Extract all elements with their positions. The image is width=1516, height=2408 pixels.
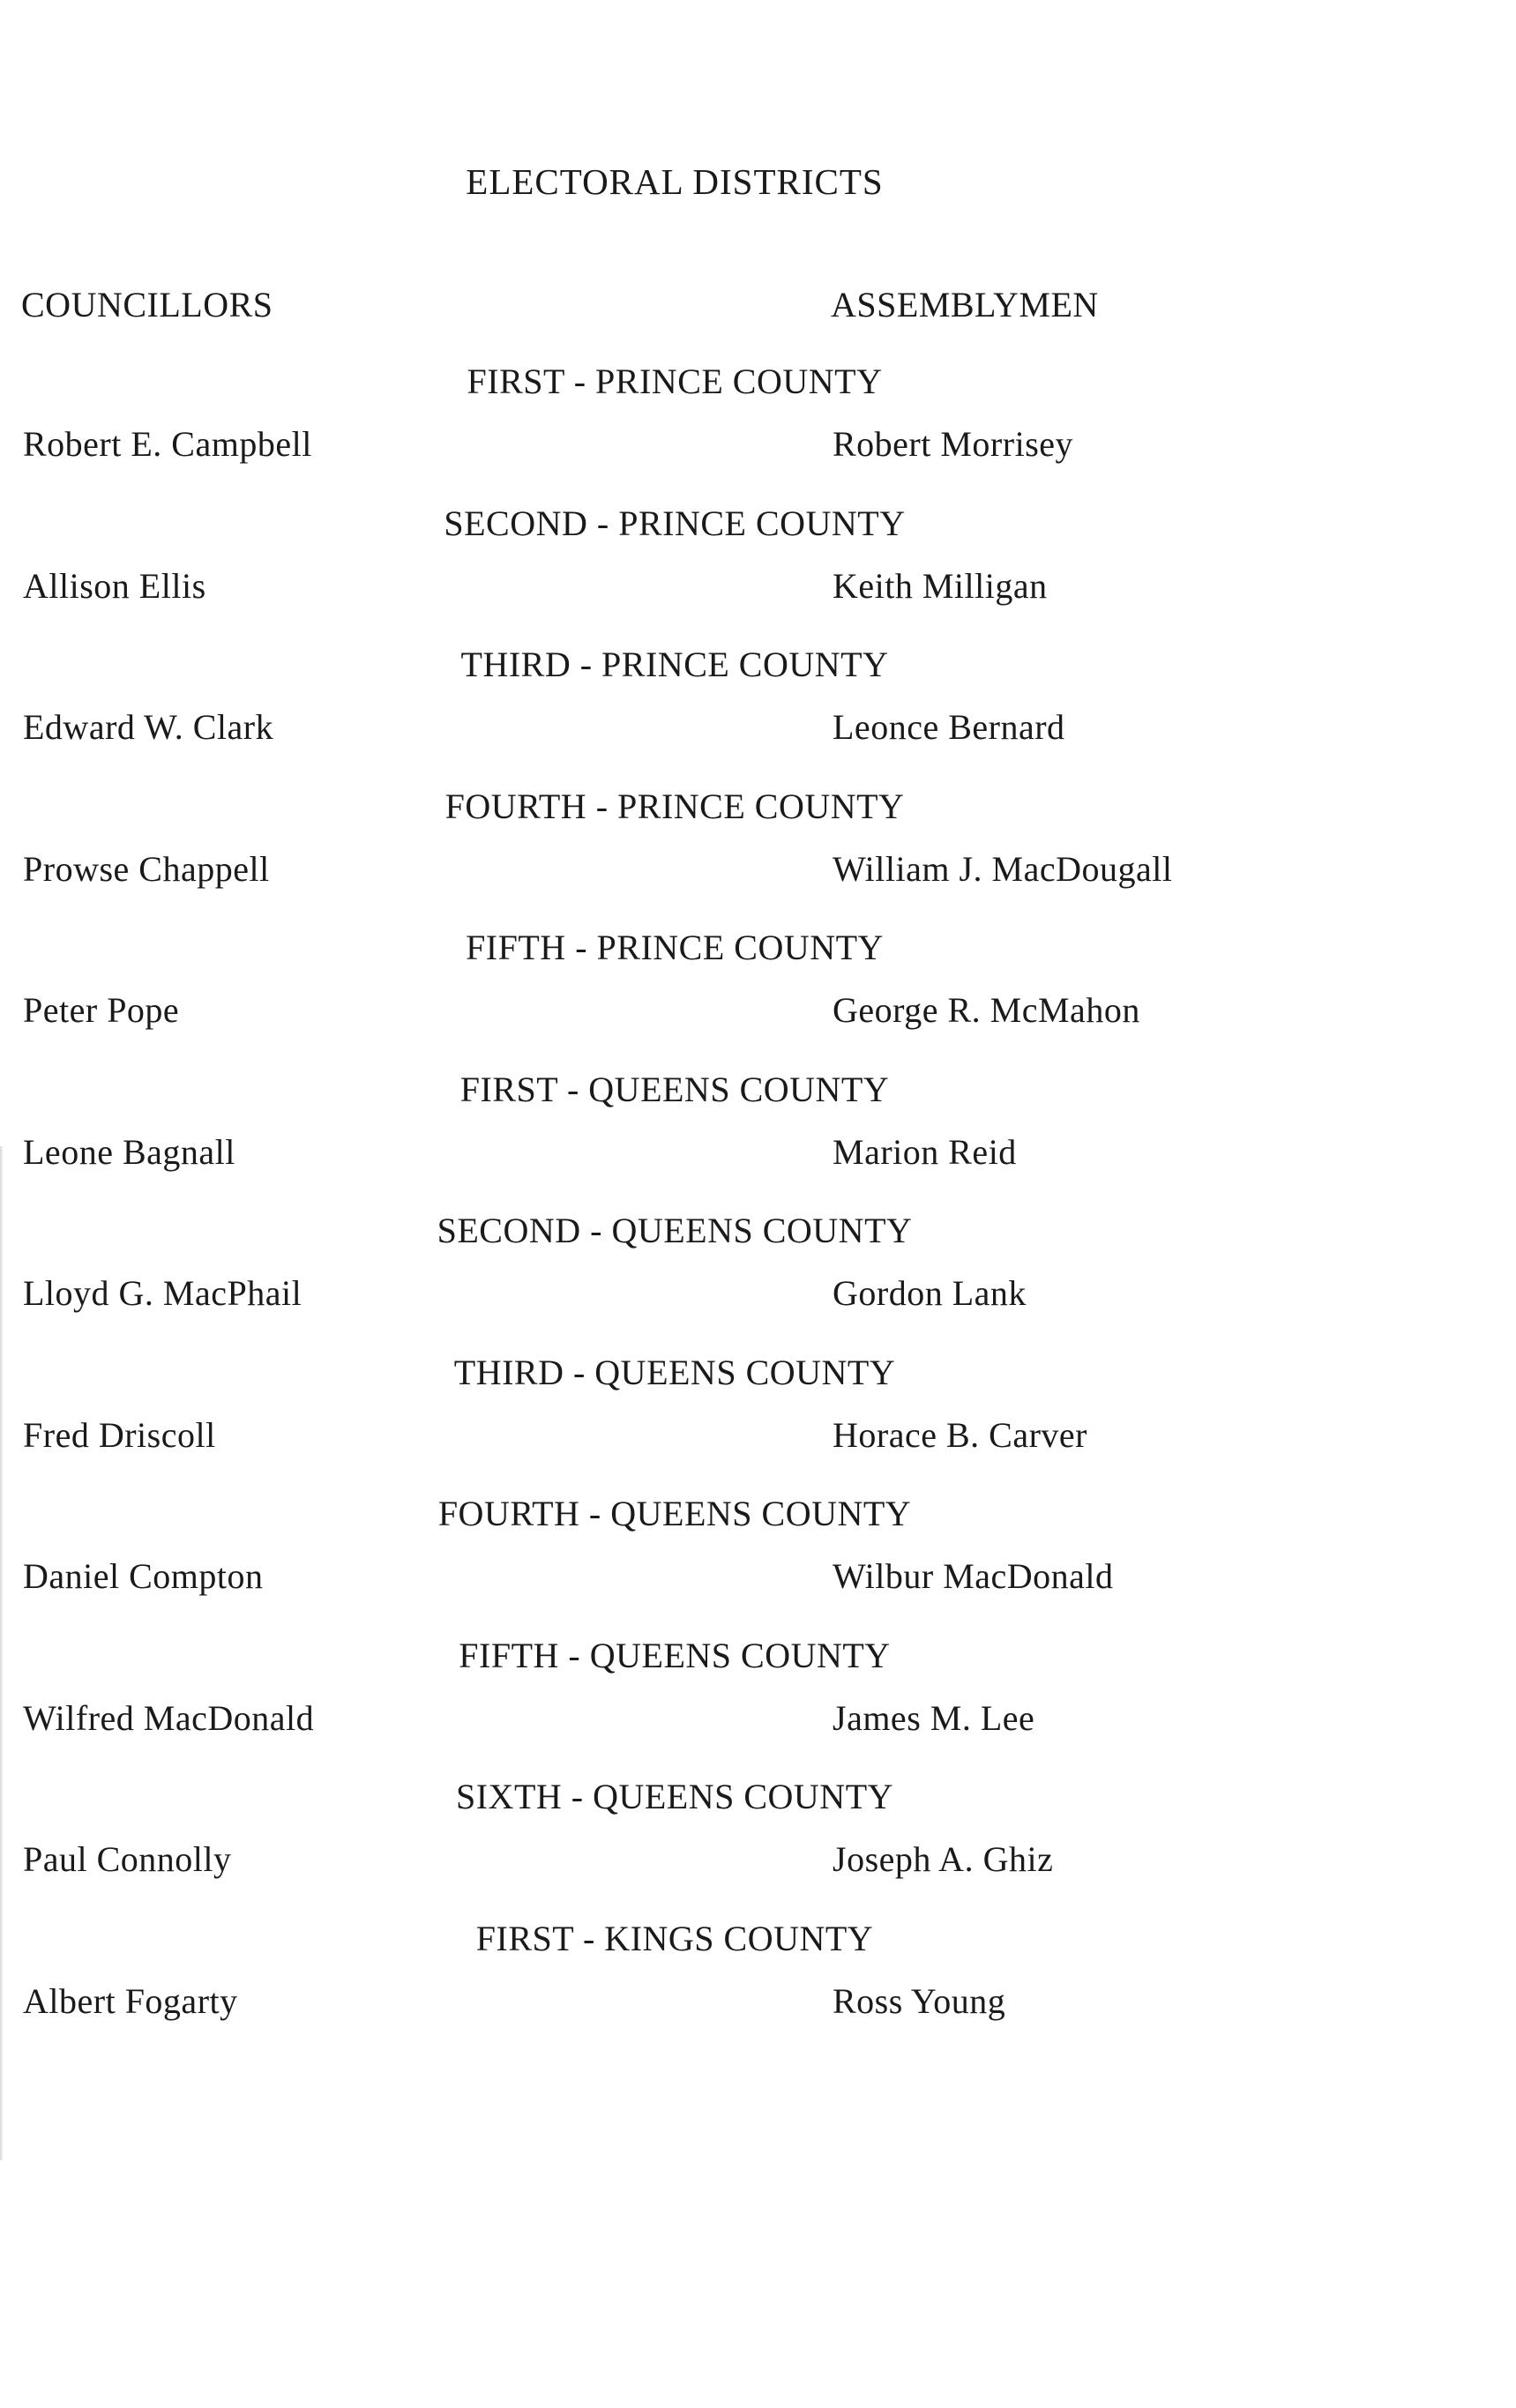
councillor-name: Edward W. Clark (23, 707, 274, 747)
councillor-name: Allison Ellis (23, 565, 206, 606)
councillor-name: Peter Pope (23, 990, 180, 1030)
district-list (0, 364, 1516, 2062)
councillors-column-header: COUNCILLORS (21, 285, 273, 324)
councillor-name: Daniel Compton (23, 1556, 264, 1596)
councillor-name: Fred Driscoll (23, 1414, 216, 1455)
assemblyman-name: Robert Morrisey (833, 424, 1074, 464)
assemblyman-name: George R. McMahon (833, 990, 1140, 1030)
district-name: THIRD - PRINCE COUNTY (460, 645, 889, 684)
district-name: SECOND - PRINCE COUNTY (444, 503, 906, 543)
district-name: SECOND - QUEENS COUNTY (437, 1211, 913, 1250)
district-name: SIXTH - QUEENS COUNTY (455, 1777, 894, 1816)
councillor-name: Leone Bagnall (23, 1131, 235, 1172)
district-row (0, 1779, 1516, 1921)
assemblyman-name: Gordon Lank (833, 1273, 1027, 1313)
district-name: FIRST - QUEENS COUNTY (459, 1069, 890, 1109)
councillor-name: Paul Connolly (23, 1839, 232, 1879)
assemblyman-name: Horace B. Carver (833, 1414, 1087, 1455)
assemblyman-name: Leonce Bernard (833, 707, 1065, 747)
district-row (0, 1213, 1516, 1355)
assemblymen-column-header: ASSEMBLYMEN (831, 285, 1099, 324)
district-row (0, 1352, 1516, 1497)
assemblyman-name: Joseph A. Ghiz (833, 1839, 1054, 1879)
district-row (0, 647, 1516, 789)
assemblyman-name: Wilbur MacDonald (833, 1556, 1114, 1596)
district-row (0, 1496, 1516, 1638)
councillor-name: Robert E. Campbell (23, 424, 312, 464)
district-name: FIFTH - QUEENS COUNTY (459, 1635, 891, 1675)
assemblyman-name: Ross Young (833, 1980, 1006, 2021)
district-name: FIFTH - PRINCE COUNTY (466, 928, 884, 967)
district-row (0, 503, 1516, 648)
district-name: FOURTH - PRINCE COUNTY (444, 786, 905, 826)
district-name: FOURTH - QUEENS COUNTY (437, 1494, 912, 1533)
assemblyman-name: Marion Reid (833, 1131, 1017, 1172)
district-row (0, 364, 1516, 506)
assemblyman-name: James M. Lee (833, 1697, 1035, 1738)
district-row (0, 1635, 1516, 1780)
councillor-name: Prowse Chappell (23, 848, 270, 889)
district-name: THIRD - QUEENS COUNTY (453, 1352, 896, 1392)
district-row (0, 930, 1516, 1072)
district-name: FIRST - PRINCE COUNTY (467, 362, 883, 401)
district-name: FIRST - KINGS COUNTY (475, 1918, 874, 1958)
assemblyman-name: Keith Milligan (833, 565, 1048, 606)
councillor-name: Lloyd G. MacPhail (23, 1273, 302, 1313)
district-row (0, 1069, 1516, 1214)
district-row (0, 1918, 1516, 2063)
assemblyman-name: William J. MacDougall (833, 848, 1173, 889)
councillor-name: Wilfred MacDonald (23, 1697, 315, 1738)
councillor-name: Albert Fogarty (23, 1980, 238, 2021)
page-title: ELECTORAL DISTRICTS (466, 161, 884, 202)
district-row (0, 786, 1516, 931)
